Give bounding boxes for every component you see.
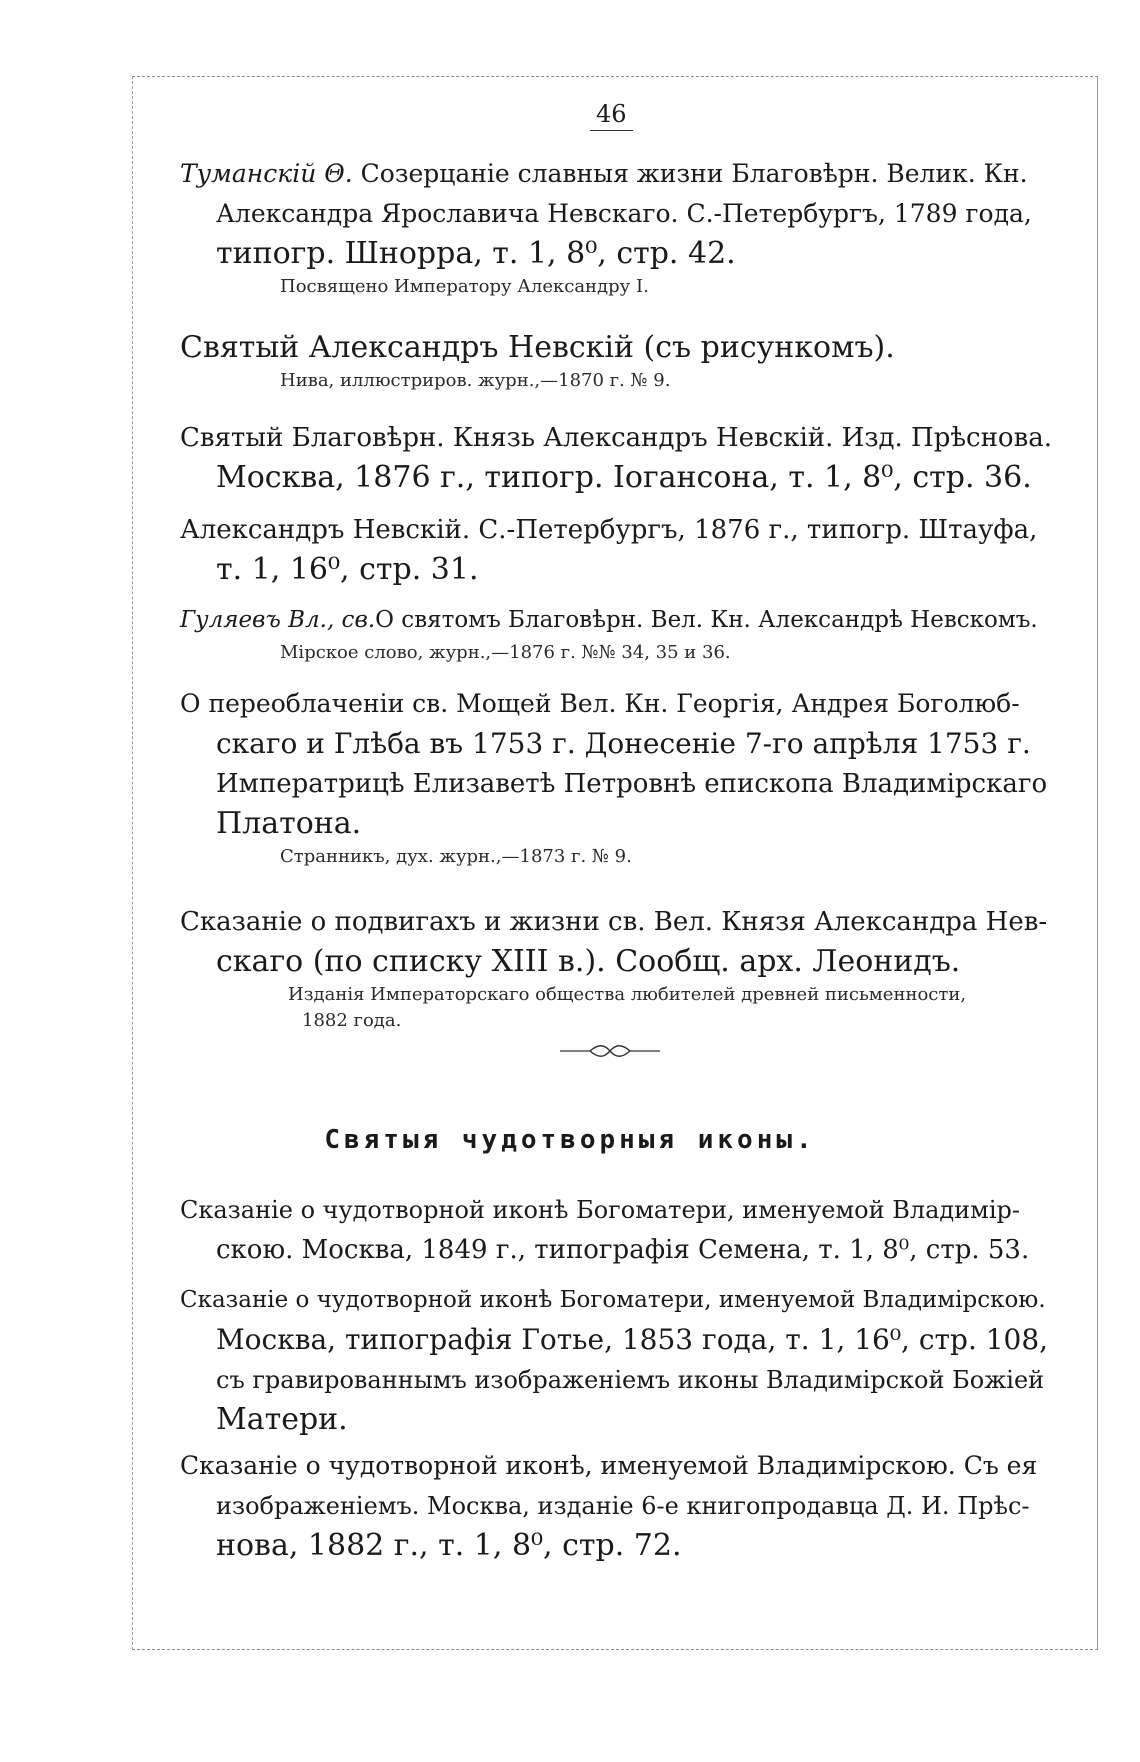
entry-line: скаго (по списку XIII в.). Сообщ. арх. Леонидъ. [216, 944, 961, 979]
bibliography-entry [180, 1190, 1052, 1270]
entry-line: Москва, 1876 г., типогр. Іогансона, т. 1, 8⁰, стр. 36. [216, 460, 1032, 495]
entry-line [180, 600, 1052, 640]
entry-author: Туманскій Θ. [180, 159, 353, 188]
bibliography-entry [180, 328, 1052, 394]
entry-line: Александра Ярославича Невскаго. С.-Петербургъ, 1789 года, [216, 199, 1032, 228]
bibliography-entry [180, 510, 1052, 590]
entry-line: изображеніемъ. Москва, изданіе 6-е книгопродавца Д. И. Прѣс- [216, 1492, 1030, 1520]
entry-line [180, 154, 1052, 194]
entry-line: Матери. [216, 1402, 348, 1437]
entry-line: Сказаніе о чудотворной иконѣ, именуемой Владимірскою. Съ ея [180, 1451, 1038, 1480]
entry-line: Святый Александръ Невскій (съ рисункомъ). [180, 330, 895, 365]
section-heading: Святыя чудотворныя иконы. [324, 1125, 816, 1155]
bibliography-entry [180, 1280, 1052, 1440]
entry-note: Мірское слово, журн.,—1876 г. №№ 34, 35 и 36. [280, 642, 731, 663]
entry-note: Странникъ, дух. журн.,—1873 г. № 9. [280, 846, 632, 867]
entry-line: т. 1, 16⁰, стр. 31. [216, 552, 479, 587]
entry-line: типогр. Шнорра, т. 1, 8⁰, стр. 42. [216, 236, 736, 271]
entry-line: Святый Благовѣрн. Князь Александръ Невскій. Изд. Прѣснова. [180, 423, 1052, 453]
divider-ornament-icon [560, 1042, 660, 1064]
entry-line: съ гравированнымъ изображеніемъ иконы Владимірской Божіей [216, 1366, 1045, 1394]
entry-line: Платона. [216, 806, 362, 841]
entry-title: О святомъ Благовѣрн. Вел. Кн. Александрѣ Невскомъ. [375, 607, 1038, 633]
bibliography-entry [180, 154, 1052, 300]
entry-line: О переоблаченіи св. Мощей Вел. Кн. Георгія, Андрея Боголюб- [180, 689, 1020, 718]
entry-line: нова, 1882 г., т. 1, 8⁰, стр. 72. [216, 1528, 682, 1563]
page-number: 46 [590, 100, 633, 131]
bibliography-entry [180, 1446, 1052, 1566]
entry-line: скаго и Глѣба въ 1753 г. Донесеніе 7-го апрѣля 1753 г. [216, 727, 1031, 760]
entry-note: Нива, иллюстриров. журн.,—1870 г. № 9. [280, 370, 671, 391]
bibliography-entry [180, 418, 1052, 498]
entry-line: Александръ Невскій. С.-Петербургъ, 1876 г., типогр. Штауфа, [180, 515, 1038, 545]
entry-line: Сказаніе о чудотворной иконѣ Богоматери, именуемой Владимір- [180, 1196, 1020, 1224]
entry-line: Императрицѣ Елизаветѣ Петровнѣ епископа Владимірскаго [216, 769, 1048, 799]
entry-title: Созерцаніе славныя жизни Благовѣрн. Велик. Кн. [352, 159, 1028, 188]
entry-line: Москва, типографія Готье, 1853 года, т. 1, 16⁰, стр. 108, [216, 1323, 1049, 1356]
entry-line: Сказаніе о подвигахъ и жизни св. Вел. Князя Александра Нев- [180, 907, 1048, 937]
bibliography-entry [180, 902, 1052, 1034]
entry-note: Посвящено Императору Александру I. [280, 276, 649, 297]
entry-note: Изданія Императорскаго общества любителей древней письменности, [288, 984, 967, 1005]
bibliography-entry [180, 600, 1052, 666]
bibliography-entry [180, 684, 1052, 870]
entry-line: Сказаніе о чудотворной иконѣ Богоматери, именуемой Владимірскою. [180, 1287, 1046, 1313]
entry-note-continued: 1882 года. [302, 1010, 402, 1031]
entry-line: скою. Москва, 1849 г., типографія Семена, т. 1, 8⁰, стр. 53. [216, 1235, 1030, 1265]
entry-author: Гуляевъ Вл., св. [180, 607, 376, 633]
